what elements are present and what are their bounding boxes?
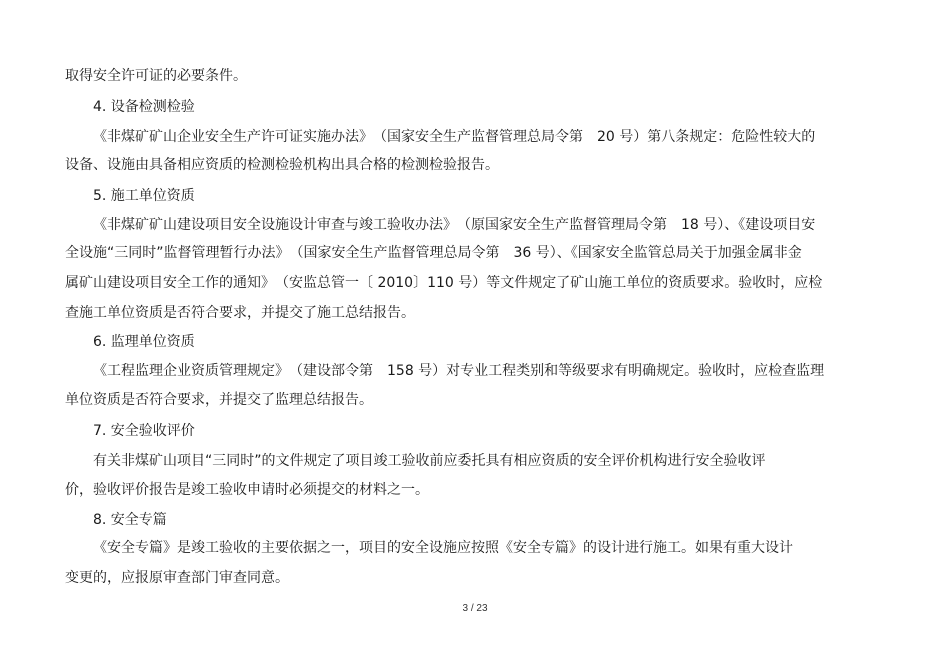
- paragraph-line: 《非煤矿矿山建设项目安全设施设计审查与竣工验收办法》 （原国家安全生产监督管理局令第 18 号）、《建设项目安: [93, 217, 816, 233]
- paragraph-line: 变更的，应报原审查部门审查同意。: [65, 570, 289, 586]
- paragraph-line: 《工程监理企业资质管理规定》 （建设部令第 158 号）对专业工程类别和等级要求有明确规定。验收时，应检查监理: [93, 363, 825, 379]
- paragraph-line: 查施工单位资质是否符合要求，并提交了施工总结报告。: [65, 305, 415, 321]
- section-heading-equipment-inspection: 4. 设备检测检验: [93, 99, 195, 115]
- paragraph-line: 有关非煤矿山项目“三同时”的文件规定了项目竣工验收前应委托具有相应资质的安全评价机构进行安全验收评: [93, 453, 766, 469]
- paragraph-line: 单位资质是否符合要求，并提交了监理总结报告。: [65, 392, 373, 408]
- paragraph-line: 《非煤矿矿山企业安全生产许可证实施办法》 （国家安全生产监督管理总局令第 20 号）第八条规定：危险性较大的: [93, 129, 816, 145]
- paragraph-line: 《安全专篇》是竣工验收的主要依据之一，项目的安全设施应按照《安全专篇》的设计进行施工。如果有重大设计: [93, 540, 793, 556]
- paragraph-line: 价，验收评价报告是竣工验收申请时必须提交的材料之一。: [65, 482, 429, 498]
- section-heading-safety-acceptance-evaluation: 7. 安全验收评价: [93, 423, 195, 439]
- section-heading-construction-qualification: 5. 施工单位资质: [93, 188, 195, 204]
- paragraph-line: 全设施“三同时”监督管理暂行办法》 （国家安全生产监督管理总局令第 36 号）、《国家安全监管总局关于加强金属非金: [65, 245, 802, 261]
- section-heading-safety-chapter: 8. 安全专篇: [93, 512, 167, 528]
- page-number: 3 / 23: [462, 603, 488, 614]
- paragraph-line: 取得安全许可证的必要条件。: [65, 68, 247, 84]
- paragraph-line: 属矿山建设项目安全工作的通知》 （安监总管一〔 2010〕110 号）等文件规定了矿山施工单位的资质要求。验收时，应检: [65, 275, 823, 291]
- section-heading-supervision-qualification: 6. 监理单位资质: [93, 334, 195, 350]
- paragraph-line: 设备、设施由具备相应资质的检测检验机构出具合格的检测检验报告。: [65, 157, 499, 173]
